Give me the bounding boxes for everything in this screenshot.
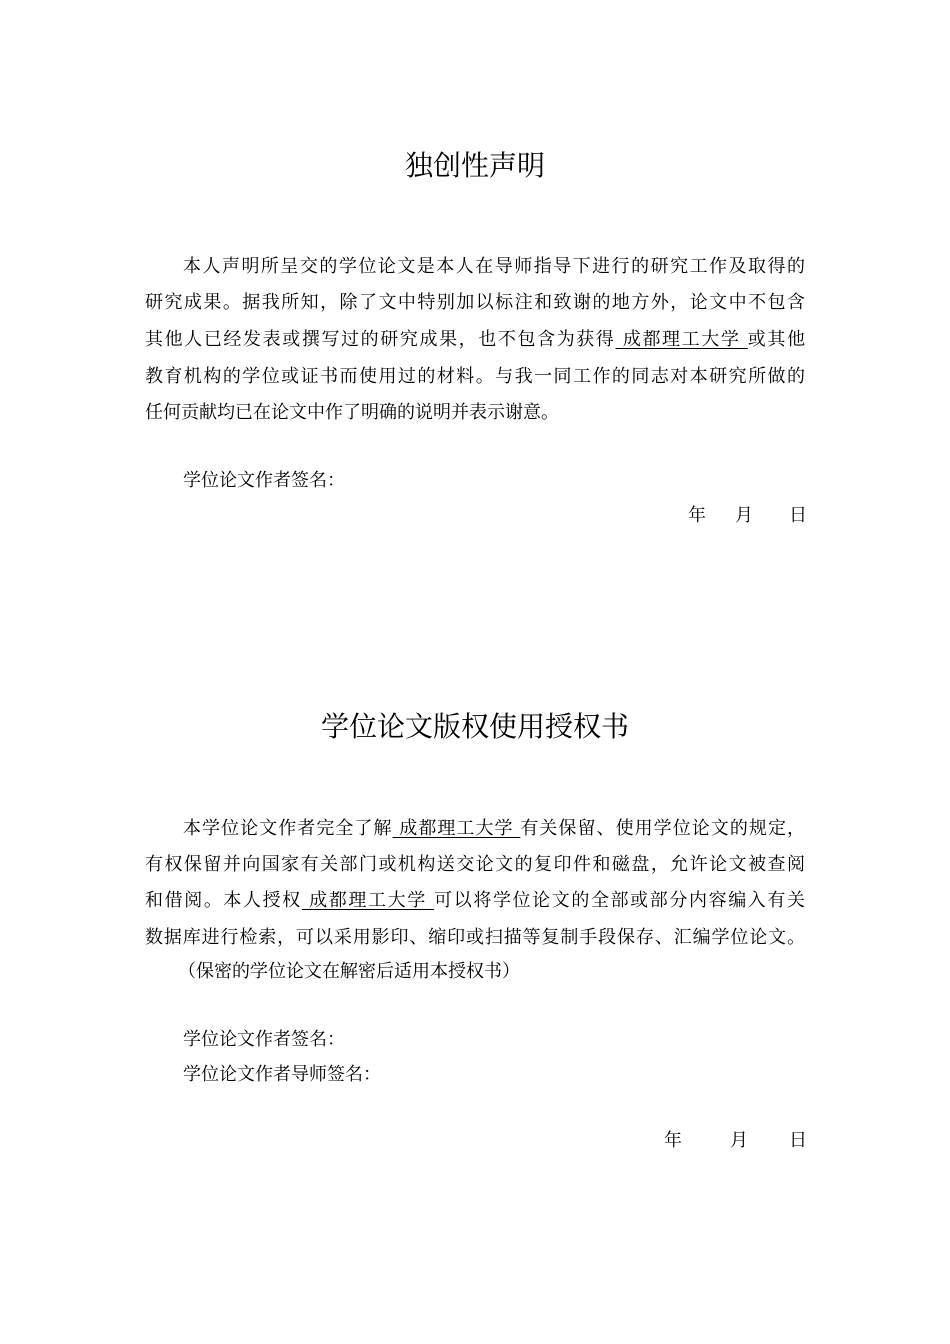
university-name: 成都理工大学 [392, 818, 521, 839]
text-segment: 本学位论文作者完全了解 [183, 818, 393, 839]
authorization-date-day: 日 [789, 1130, 807, 1151]
text-segment: 有权保留并向国家有关部门或机构送交论文的复印件和磁盘，允许论文被查阅 [145, 854, 805, 875]
authorization-line-1 [183, 817, 805, 841]
authorization-line-4 [145, 926, 805, 950]
authorization-date-month: 月 [730, 1130, 748, 1151]
text-segment: 有关保留、使用学位论文的规定， [520, 818, 805, 839]
text-segment: 任何贡献均已在论文中作了明确的说明并表示谢意。 [145, 402, 559, 423]
advisor-signature-label: 学位论文作者导师签名： [183, 1064, 381, 1085]
declaration-line-3 [145, 328, 805, 352]
declaration-title: 独创性声明 [404, 149, 545, 182]
declaration-line-2 [145, 291, 805, 315]
text-segment: 或其他 [747, 329, 806, 350]
university-name: 成都理工大学 [301, 890, 435, 911]
declaration-line-1 [183, 255, 805, 279]
authorization-line-3 [145, 889, 805, 913]
declaration-date-day: 日 [789, 505, 807, 526]
authorization-title: 学位论文版权使用授权书 [320, 710, 629, 743]
authorization-line-2 [145, 853, 805, 877]
authorization-date-year: 年 [664, 1130, 682, 1151]
author-signature-label: 学位论文作者签名： [183, 1029, 345, 1050]
text-segment: 可以将学位论文的全部或部分内容编入有关 [434, 890, 806, 911]
text-segment: 其他人已经发表或撰写过的研究成果，也不包含为获得 [145, 329, 616, 350]
text-segment: 本人声明所呈交的学位论文是本人在导师指导下进行的研究工作及取得的 [183, 256, 805, 277]
declaration-date-year: 年 [688, 505, 706, 526]
declaration-signature-label: 学位论文作者签名： [183, 470, 345, 491]
text-segment: 教育机构的学位或证书而使用过的材料。与我一同工作的同志对本研究所做的 [145, 366, 805, 387]
authorization-note: （保密的学位论文在解密后适用本授权书） [178, 961, 520, 982]
text-segment: 和借阅。本人授权 [145, 890, 302, 911]
declaration-line-5 [145, 401, 559, 425]
text-segment: 数据库进行检索，可以采用影印、缩印或扫描等复制手段保存、汇编学位论文。 [145, 927, 805, 948]
university-name: 成都理工大学 [615, 329, 748, 350]
declaration-date-month: 月 [735, 505, 753, 526]
text-segment: 研究成果。据我所知，除了文中特别加以标注和致谢的地方外，论文中不包含 [145, 292, 805, 313]
declaration-line-4 [145, 365, 805, 389]
